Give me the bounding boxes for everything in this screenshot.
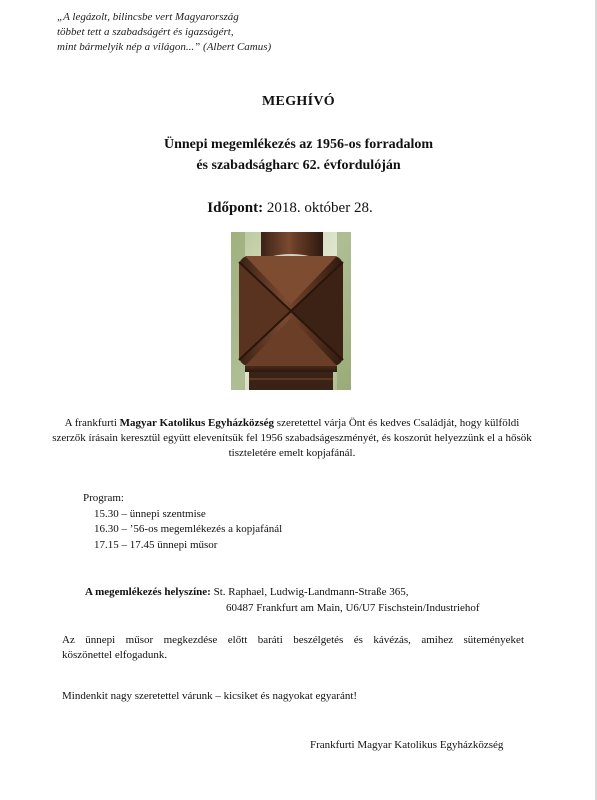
quote-line-3: mint bármelyik nép a világon...” (Albert Camus): [57, 41, 272, 53]
intro-text-before: A frankfurti: [64, 417, 120, 429]
event-title-line-2: és szabadságharc 62. évfordulóján: [196, 158, 401, 173]
invitation-heading: MEGHÍVÓ: [262, 94, 335, 109]
intro-text-after: szeretettel várja Önt és kedves Családját, hogy külföldi szerzők írásain keresztül együtt elevenítsük fel 1956 szabadságeszményét, és koszorút helyezzünk el a hősök tiszteletére emelt kopjafánál.: [52, 417, 532, 459]
quote-line-2: többet tett a szabadságért és igazságért,: [57, 26, 234, 38]
program-item: 15.30 – ünnepi szentmise: [94, 507, 206, 520]
program-block: [83, 491, 282, 553]
program-item: 17.15 – 17.45 ünnepi műsor: [94, 538, 218, 551]
kopjafa-photo: [231, 232, 351, 390]
venue-address-line-2: 60487 Frankfurt am Main, U6/U7 Fischstein/Industriehof: [226, 601, 480, 614]
intro-org-name: Magyar Katolikus Egyházközség: [119, 417, 275, 429]
note-line-1: Az ünnepi műsor megkezdése előtt baráti beszélgetés és kávézás, amihez süteményeket: [62, 634, 524, 646]
date-value: 2018. október 28.: [266, 200, 373, 216]
note-line-2: köszönettel elfogadunk.: [62, 649, 168, 661]
program-item: 16.30 – ’56-os megemlékezés a kopjafánál: [94, 523, 283, 535]
program-label: Program:: [83, 492, 124, 504]
quote-line-1: „A legázolt, bilincsbe vert Magyarország: [57, 11, 239, 23]
signature: Frankfurti Magyar Katolikus Egyházközség: [310, 739, 504, 751]
date-label: Időpont:: [207, 200, 264, 216]
intro-paragraph: [52, 416, 532, 461]
event-title-line-1: Ünnepi megemlékezés az 1956-os forradalom: [163, 137, 434, 152]
venue-label: A megemlékezés helyszíne:: [85, 586, 211, 598]
epigraph-quote: [57, 10, 271, 55]
venue-address-line-1: St. Raphael, Ludwig-Landmann-Straße 365,: [213, 586, 409, 598]
event-date: [0, 200, 580, 217]
welcome-line: Mindenkit nagy szeretettel várunk – kicsiket és nagyokat egyaránt!: [62, 690, 358, 702]
reception-note: [62, 633, 524, 663]
venue-block: [85, 585, 480, 616]
